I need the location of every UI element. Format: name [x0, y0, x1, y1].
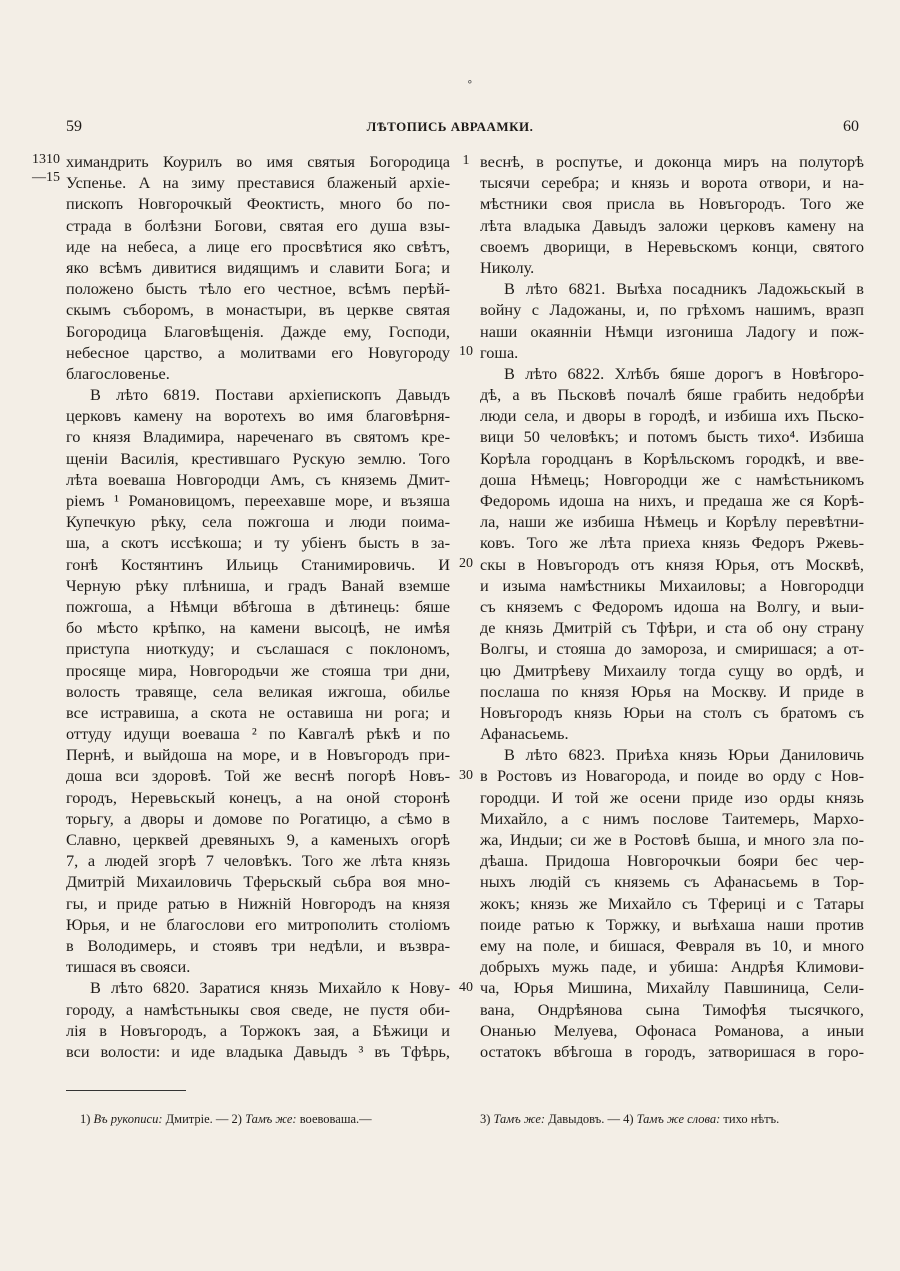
- text-line: Богородица Благовѣщенія. Дажде ему, Господи,: [66, 321, 450, 341]
- page-mark: °: [463, 77, 474, 92]
- right-column: [480, 151, 864, 1062]
- text-line: просяще мира, Новгородьчи же стояша три дни,: [66, 660, 450, 680]
- text-line: 7, а людей згорѣ 7 человѣкъ. Того же лѣта князь: [66, 851, 450, 871]
- text-line: В лѣто 6820. Заратися князь Михайло к Нову-: [90, 978, 450, 998]
- text-line: Онанью Мелуева, Офонаса Романова, а иныи: [480, 1020, 864, 1040]
- text-line: бо мѣсто крѣпко, на камени высоцѣ, не имѣя: [66, 618, 450, 638]
- margin-year-end: —15: [32, 170, 60, 185]
- text-line: все истравиша, а скота не оставиша ни рога; и: [66, 702, 450, 722]
- text-line: оттуду идущи воеваша ² по Кавгалѣ рѣкѣ и по: [66, 724, 450, 744]
- text-line: Юрья, и не благослови его митрополить століомъ: [66, 914, 450, 934]
- text-line: ему на поле, и бишася, Февраля въ 10, и много: [480, 935, 864, 955]
- text-line: благословенье.: [66, 363, 170, 383]
- text-line: дѣ, а въ Пьсковѣ почалѣ бяше грабить недобрѣи: [480, 385, 864, 405]
- text-line: щеніи Василія, крестившаго Рускую землю. Того: [66, 448, 450, 468]
- text-line: иде на небеса, а лице его просвѣтися яко свѣтъ,: [66, 236, 450, 256]
- running-title: ЛѢТОПИСЬ АВРААМКИ.: [366, 119, 534, 134]
- page-number-left: 59: [66, 118, 82, 135]
- text-line: ныхъ людій съ княземь съ Афанасьемь в Тор-: [480, 872, 864, 892]
- footnote-label: Въ рукописи:: [93, 1112, 163, 1126]
- text-line: жа, Индыи; си же в Ростовѣ быша, и много зла по-: [480, 830, 864, 849]
- text-line: пожгоша, а Нѣмци вбѣгоша в дѣтинець: бяше: [66, 596, 450, 616]
- text-line: В лѣто 6822. Хлѣбъ бяше дорогъ в Новѣгоро-: [504, 363, 864, 383]
- footnote-label: Тамъ же:: [493, 1112, 546, 1126]
- line-number: 10: [459, 344, 473, 359]
- text-line: ріемъ ¹ Романовицомъ, переехавше море, и възяша: [66, 491, 450, 510]
- text-line: положено бысть тѣло его честное, всѣмъ перѣй-: [66, 279, 450, 299]
- text-line: войну с Ладожаны, и, по грѣхомъ нашимъ, вразп: [480, 300, 864, 320]
- text-line: доша Нѣмець; Новгородци же с намѣстьникомъ: [480, 469, 864, 489]
- text-line: ла, наши же избиша Нѣмець и Корѣлу перевѣтни-: [480, 512, 864, 532]
- text-line: своемъ дворищи, в Неревьскомъ конци, святого: [480, 236, 864, 256]
- text-line: мѣстники своя присла вь Новъгородъ. Того же: [480, 194, 864, 214]
- text-line: жокъ; князь же Михайло съ Тфериці и с Татары: [480, 893, 864, 913]
- footnote-rule: [66, 1090, 186, 1091]
- text-line: Черную рѣку плѣниша, и градъ Ванай вземше: [66, 575, 450, 595]
- text-line: в Володимерь, и стоявъ три недѣли, и възвра-: [66, 935, 450, 955]
- text-line: Пернѣ, и выйдоша на море, и в Новъгородъ при-: [66, 745, 450, 765]
- text-line: В лѣто 6821. Выѣха посадникъ Ладожьскый в: [504, 279, 864, 299]
- text-line: лѣта владыка Давыдъ заложи церковъ камену на: [480, 215, 864, 235]
- text-line: Афанасьемь.: [480, 724, 569, 744]
- text-line: химандрить Коурилъ во имя святыя Богородица: [66, 152, 450, 171]
- text-line: лія в Новъгородъ, а Торжокъ зая, а Бѣжици и: [66, 1020, 450, 1040]
- text-line: Купечкую рѣку, села пожгоша и люди поима-: [66, 512, 450, 532]
- text-line: послаша по князя Юрья на Москву. И приде в: [480, 681, 864, 701]
- text-line: Успенье. А на зиму преставися блаженый архіе-: [66, 173, 450, 193]
- text-line: городъ, Неревьскый конецъ, а на оной сторонѣ: [66, 787, 450, 807]
- text-line: ча, Юрья Мишина, Михайлу Павшиница, Сели-: [480, 978, 864, 998]
- text-line: яко всѣмъ дивитися видящимъ и славити Бога; и: [66, 257, 450, 277]
- margin-year-start: 1310: [32, 152, 60, 167]
- page-number-right: 60: [843, 118, 859, 135]
- text-line: съ княземъ с Федоромъ идоша на Волгу, и выи-: [480, 596, 864, 616]
- text-line: скы в Новъгородъ отъ князя Юрья, отъ Москвѣ,: [480, 554, 864, 574]
- line-number: 1: [462, 153, 470, 168]
- text-line: остатокъ вбѣгоша в городъ, затворишася в горо-: [480, 1041, 864, 1061]
- text-line: страда в болѣзни Богови, святая его душа взы-: [66, 215, 450, 235]
- text-line: Михайло, а с нимъ послове Таитемерь, Мархо-: [480, 808, 864, 828]
- text-line: добрыхъ мужь паде, и убиша: Андрѣя Климови-: [480, 957, 864, 977]
- text-line: ша, а скотъ иссѣкоша; и ту убіенъ бысть в за-: [66, 533, 450, 553]
- text-line: гонѣ Костянтинъ Ильиць Станимировичь. И: [66, 554, 450, 574]
- text-line: гы, и приде ратью в Нижній Новгородъ на князя: [66, 893, 450, 913]
- text-line: веснѣ, в роспутье, и доконца миръ на полуторѣ: [480, 152, 864, 171]
- left-column: [66, 151, 450, 1062]
- text-line: городу, а намѣстьныкы своя сведе, не пустя оби-: [66, 999, 450, 1019]
- text-line: волость травяще, села великая ижгоша, обилье: [66, 681, 450, 701]
- line-number: 40: [459, 980, 473, 995]
- text-line: дѣаша. Придоша Новгорочкыи бояри бес чер-: [480, 851, 864, 871]
- footnote-text: воевоваша.—: [299, 1112, 372, 1126]
- text-line: лѣта воеваша Новгородци Амъ, съ княземь Дмит-: [66, 469, 450, 489]
- footnotes-right: [480, 1112, 779, 1127]
- text-line: де князь Дмитрій съ Тфѣри, и ста об ону страну: [480, 618, 864, 638]
- footnote-text: Дмитріе. —: [165, 1112, 229, 1126]
- text-line: наши окаянніи Нѣмци изгониша Ладогу и пож-: [480, 321, 864, 341]
- text-line: Новъгородъ князь Юрьи на столъ съ братомъ съ: [480, 702, 864, 722]
- text-line: тысячи серебра; и князь и ворота отвори, и на-: [480, 173, 864, 193]
- text-line: торьгу, а дворы и домове по Рогатицю, а сѣмо в: [66, 808, 450, 828]
- text-line: Дмитрій Михаиловичь Тферьскый сьбра воя мно-: [66, 872, 450, 892]
- text-line: Николу.: [480, 257, 535, 277]
- text-line: ковъ. Того же лѣта приеха князь Федоръ Ржевь-: [480, 533, 864, 553]
- footnote-number: 1): [80, 1112, 91, 1126]
- text-line: люди села, и дворы в городѣ, и избиша ихъ Пьско-: [480, 406, 864, 426]
- text-line: городци. И той же осени приде изо орды князь: [480, 787, 864, 807]
- line-number: 20: [459, 556, 473, 571]
- text-line: церковъ камену на воротехъ во имя благовѣрня-: [66, 406, 450, 426]
- footnotes-left: [80, 1112, 372, 1127]
- footnote-number: 4): [623, 1112, 634, 1126]
- text-line: в Ростовъ из Новагорода, и поиде во орду с Нов-: [480, 766, 864, 786]
- text-line: цю Дмитрѣеву Михаилу тогда сущу во ордѣ, и: [480, 660, 864, 680]
- footnote-number: 2): [231, 1112, 242, 1126]
- text-line: Корѣла городцанъ в Корѣльскомъ городкѣ, и вве-: [480, 448, 864, 468]
- text-line: пископъ Новгорочкый Феоктисть, много бо по-: [66, 194, 450, 214]
- text-line: доша вси здоровѣ. Той же веснѣ погорѣ Новъ-: [66, 766, 450, 786]
- text-line: В лѣто 6819. Постави архіепископъ Давыдъ: [90, 385, 450, 405]
- text-line: и изыма намѣстникы Михаиловы; а Новгородци: [480, 575, 864, 595]
- text-line: го князя Владимира, нареченаго въ святомъ кре-: [66, 427, 450, 447]
- footnote-label: Тамъ же слова:: [636, 1112, 721, 1126]
- text-line: небесное царство, а молитвами его Новугороду: [66, 342, 450, 362]
- text-line: вси волости: и иде владыка Давыдъ ³ въ Тфѣрь,: [66, 1041, 450, 1061]
- text-line: скымъ съборомъ, в монастыри, въ церкве святая: [66, 300, 450, 320]
- line-number: 30: [459, 768, 473, 783]
- text-line: поиде ратью к Торжку, и выѣхаша наши против: [480, 914, 864, 934]
- footnote-text: тихо нѣтъ.: [723, 1112, 780, 1126]
- text-line: приступа ниоткуду; и съслашася с поклономъ,: [66, 639, 450, 659]
- text-line: Волгы, и стояша до замороза, и смиришася; а от-: [480, 639, 864, 659]
- footnote-label: Тамъ же:: [245, 1112, 297, 1126]
- text-line: тишася въ свояси.: [66, 957, 191, 977]
- footnote-number: 3): [480, 1112, 491, 1126]
- footnote-text: Давыдовъ. —: [548, 1112, 620, 1126]
- text-line: В лѣто 6823. Приѣха князь Юрьи Даниловичь: [504, 745, 864, 765]
- text-line: гоша.: [480, 342, 519, 362]
- text-line: вана, Ондрѣянова сына Тимофѣя тысячкого,: [480, 999, 864, 1019]
- text-line: вици 50 человѣкъ; и потомъ бысть тихо⁴. Избиша: [480, 427, 864, 447]
- text-line: Славно, церквей древяныхъ 9, а каменыхъ огорѣ: [66, 830, 450, 849]
- text-line: Федоромь идоша на нихъ, и предаша же ся Корѣ-: [480, 491, 864, 510]
